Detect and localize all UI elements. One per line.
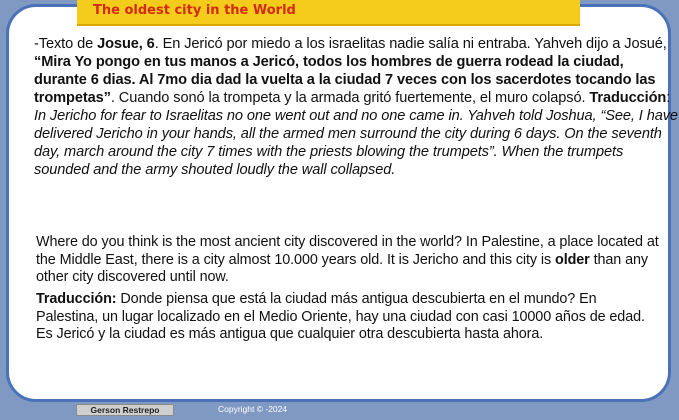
- p2-text: Where do you think is the most ancient city discovered in the world? In Palestine, a place located at the Middle East, there is a city almost 10.000 years old. It is Jericho and this city is: [36, 234, 659, 268]
- p3-translation-label: Traducción:: [36, 291, 117, 307]
- p1-translation: In Jericho for fear to Israelitas no one went out and no one came in. Yahveh told Joshua, “See, I have delivered Jericho in your hands, all the armed men surround the city during 6 days. On the seventh day, march around the city 7 times with the priests blowing the trumpets”. When the trumpets sounded and the army shouted loudly the wall collapsed.: [34, 108, 678, 178]
- p2-keyword: older: [555, 251, 590, 268]
- p3-text: Donde piensa que está la ciudad más antigua descubierta en el mundo? En Palestina, un lugar localizado en el Medio Oriente, hay una ciudad con casi 10000 años de edad. Es Jericó y la ciudad es más antigua que cualquier otra descubierta hasta ahora.: [36, 291, 645, 342]
- p2-text: than any other city discovered until now.: [36, 251, 648, 285]
- p1-quote: “Mira Yo pongo en tus manos a Jericó, todos los hombres de guerra rodead la ciudad, durante 6 dias. Al 7mo dia dad la vuelta a la ciudad 7 veces con los sacerdotes tocando las trompetas”: [34, 54, 656, 106]
- p1-text: :: [666, 90, 671, 106]
- paragraph-translation: [36, 291, 656, 344]
- page-title: The oldest city in the World: [93, 3, 296, 18]
- p1-translation-label: Traducción: [589, 90, 667, 106]
- author-label: Gerson Restrepo: [76, 404, 174, 416]
- paragraph-bible-passage: [34, 35, 679, 179]
- paragraph-question: [36, 234, 679, 287]
- p1-text: . En Jericó por miedo a los israelitas nadie salía ni entraba. Yahveh dijo a Josué,: [154, 36, 667, 52]
- copyright-text: Copyright © -2024: [218, 404, 288, 414]
- p1-reference: Josue, 6: [97, 36, 155, 52]
- p1-text: . Cuando sonó la trompeta y la armada gritó fuertemente, el muro colapsó.: [110, 90, 590, 106]
- p1-text: -Texto de: [34, 36, 98, 52]
